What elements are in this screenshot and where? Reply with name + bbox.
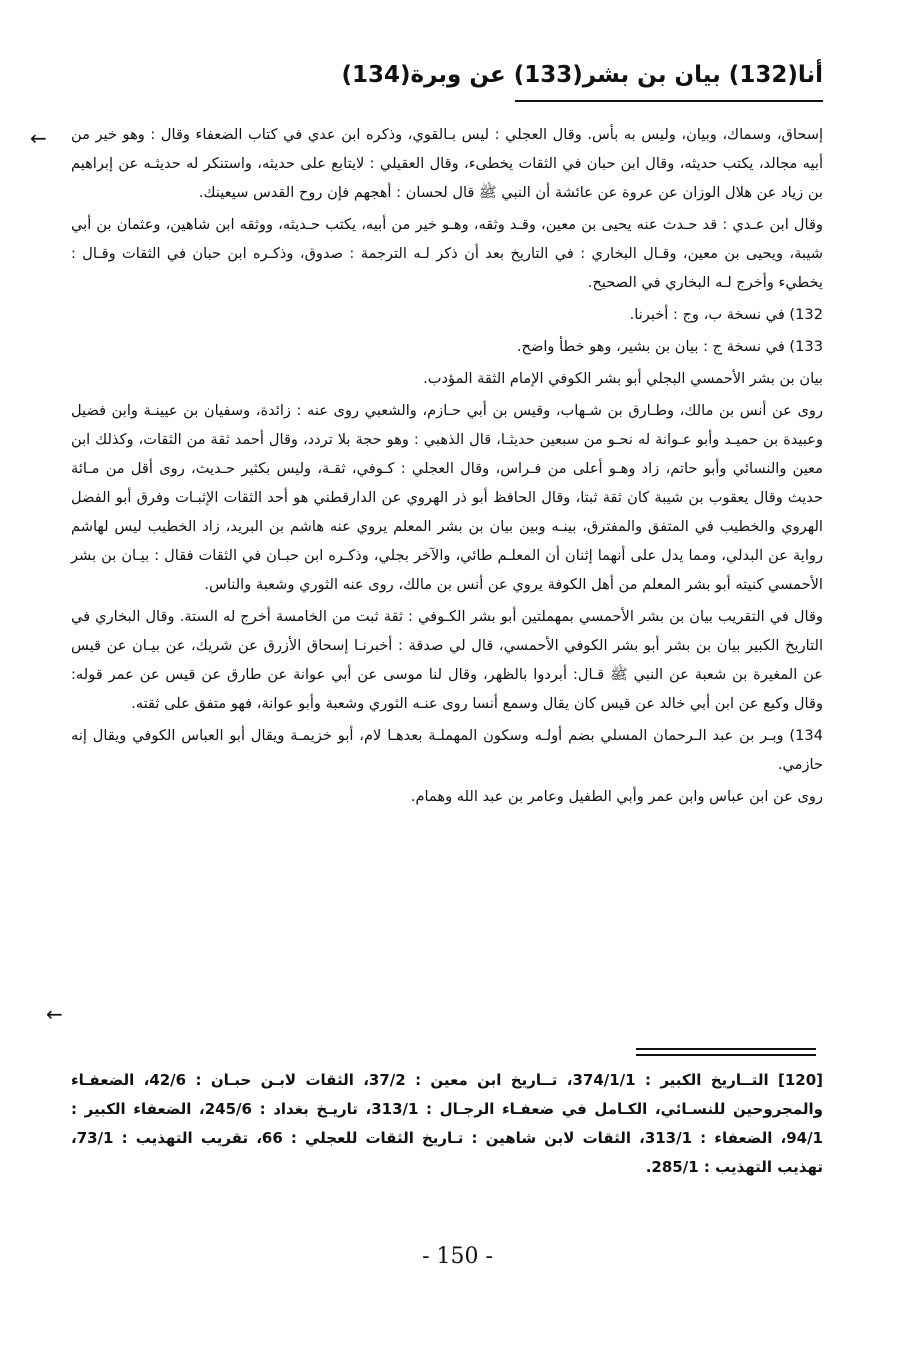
continuation-arrow-bottom-icon: ← — [46, 1002, 63, 1026]
footnote-continued-paragraph-1: إسحاق، وسماك، وبيان، وليس به بأس. وقال العجلي : ليس بـالقوي، وذكره ابن عدي في كتاب الضعفاء وقال : وهو خير من أبيه مجالد، يكتب حديثه، وقال ابن حبان في الثقات يخطىء، وقال العقيلي : لايتابع على حديثه، واستنكر له حديثـه عن إبراهيم بن زياد عن هلال الوزان عن عروة عن عائشة أن النبي ﷺ قال لحسان : أهجهم فإن روح القدس سيعينك. — [71, 126, 823, 201]
footnote-133: 133) في نسخة ج : بيان بن بشير، وهو خطأ واضح. — [516, 338, 823, 355]
separator-line-lower — [636, 1054, 816, 1056]
footnote-133-taqrib: وقال في التقريب بيان بن بشر الأحمسي بمهملتين أبو بشر الكـوفي : ثقة ثبت من الخامسة أخرج له الستة. وقال البخاري في التاريخ الكبير بيان بن بشر أبو بشر الكوفي الأحمسي، قال لي صدقة : أخبرنـا إسحاق الأزرق عن شريك، عن بيـان عن قيس عن المغيرة بن شعبة عن النبي ﷺ قـال: أبردوا بالظهر، وقال لنا موسى عن أبي عوانة عن طارق عن قيس عن عمر قوله: وقال وكيع عن ابن أبي خالد عن قيس كان يقال وسمع أنسا روى عنـه الثوري وشعبة وأبو عوانة، فهو متفق على ثقته. — [71, 608, 823, 712]
continuation-arrow-icon: ← — [30, 126, 47, 150]
footnote-134: 134) وبـر بن عبد الـرحمان المسلي بضم أولـه وسكون المهملـة بعدهـا لام، أبو خزيمـة ويقال أبو العباس الكوفي ويقال إنه حازمي. — [71, 727, 823, 773]
page-number: - 150 - — [422, 1244, 493, 1269]
footnote-133-bio-body: روى عن أنس بن مالك، وطـارق بن شـهاب، وقيس بن أبي حـازم، والشعبي روى عنه : زائدة، وسفيان بن عيينـة وابن فضيل وعبيدة بن حميـد وأبو عـوانة له نحـو من سبعين حديثـا، قال الذهبي : وهو حجة بلا تردد، وقال أحمد ثقة من الثقات، وكذلك ابن معين والنسائي وأبو حاتم، زاد وهـو أعلى من فـراس، وقال العجلي : كـوفي، ثقـة، وليس بكثير حـديث، روى أقل من مـائة حديث وقال يعقوب بن شيبة كان ثقة ثبتا، وقال الحافظ أبو ذر الهروي عن الدارقطني هو أحد الثقات الإثبـات وفرق أبو الفضل الهروي والخطيب في المتفق والمفترق، بينـه وبين بيان بن بشر المعلم يروي عنه هاشم بن البريد، زاد الخطيب ليس لهاشم رواية عن البدلي، ومما يدل على أنهما إثنان أن المعلـم طائي، والآخر بجلي، وذكـره ابن حبـان في الثقات فقال : بيـان بن بشر الأحمسي كنيته أبو بشر المعلم من أهل الكوفة يروي عن أنس بن مالك، روى عنه الثوري وشعبة والناس. — [71, 402, 823, 593]
separator-line-upper — [636, 1048, 816, 1050]
footnote-continued-paragraph-2: وقال ابن عـدي : قد حـدث عنه يحيى بن معين، وقـد وثقه، وهـو خير من أبيه، يكتب حـديثه، ووثقه ابن شاهين، وعثمان بن أبي شيبة، ويحيى بن معين، وقـال البخاري : في التاريخ بعد أن ذكر لـه الترجمة : صدوق، وذكـره ابن حبان في الثقات وقـال : يخطيء وأخرج لـه البخاري في الصحيح. — [71, 216, 823, 291]
footnote-133-bio-title: بيان بن بشر الأحمسي البجلي أبو بشر الكوفي الإمام الثقة المؤدب. — [423, 370, 823, 387]
header-underline — [515, 100, 823, 102]
footnotes — [71, 120, 823, 814]
references-block: [120] التــاريخ الكبير : 374/1/1، تــاريخ ابن معين : 37/2، الثقات لابـن حبـان : 42/6، الضعفـاء والمجروحين للنسـائي، الكـامل في ضعفـاء الرجـال : 313/1، تاريـخ بغداد : 245/6، الضعفاء الكبير : 94/1، الضعفاء : 313/1، الثقات لابن شاهين : تـاريخ الثقات للعجلي : 66، تقريب التهذيب : 73/1، تهذيب التهذيب : 285/1. — [71, 1071, 823, 1176]
page-header-title: أنا(132) بيان بن بشر(133) عن وبرة(134) — [341, 62, 823, 88]
footnote-132: 132) في نسخة ب، وج : أخبرنا. — [629, 306, 823, 323]
footnote-134-narrations: روى عن ابن عباس وابن عمر وأبي الطفيل وعامر بن عبد الله وهمام. — [410, 788, 823, 805]
